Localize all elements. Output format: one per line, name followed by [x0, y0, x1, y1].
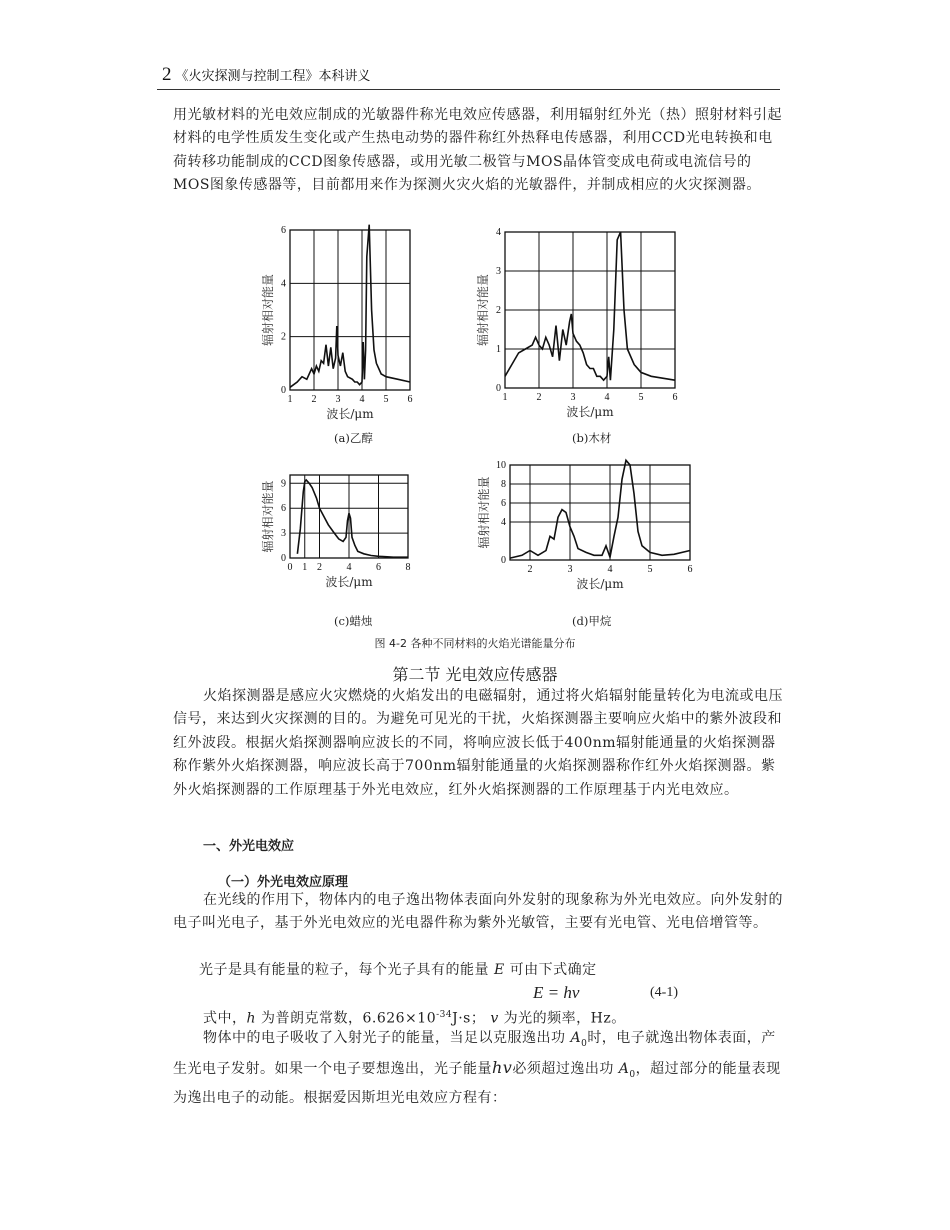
x-tick-label: 1 [502, 392, 508, 403]
section-paragraph: 火焰探测器是感应火灾燃烧的火焰发出的电磁辐射，通过将火焰辐射能量转化为电流或电压信号，来达到火灾探测的目的。为避免可见光的干扰，火焰探测器主要响应火焰中的紫外波段和红外波段。根据火焰探测器响应波长的不同，将响应波长低于400nm辐射能通量的火焰探测器称作紫外火焰探测器，响应波长高于700nm辐射能通量的火焰探测器称作红外火焰探测器。紫外火焰探测器的工作原理基于外光电效应，红外火焰探测器的工作原理基于内光电效应。 [173, 688, 783, 798]
spectrum-line [290, 225, 410, 388]
x-tick-label: 2 [311, 394, 317, 405]
x-tick-label: 2 [527, 564, 533, 575]
y-axis-label: 辐射相对能量 [261, 273, 275, 347]
chart-a-ethanol [260, 222, 430, 432]
y-tick-label: 3 [281, 528, 286, 540]
y-tick-label: 8 [501, 479, 506, 490]
x-axis-label: 波长/μm [576, 577, 624, 591]
y-tick-label: 9 [281, 478, 286, 490]
spectrum-line [297, 480, 408, 557]
chart-b-wood [475, 222, 685, 432]
absorb-text-1: 物体中的电子吸收了入射光子的能量，当足以克服逸出功 [203, 1030, 571, 1046]
x-tick-label: 1 [287, 394, 293, 405]
x-tick-label: 3 [335, 394, 341, 405]
y-tick-label: 6 [501, 498, 506, 509]
y-tick-label: 0 [501, 555, 506, 566]
x-tick-label: 4 [359, 394, 365, 405]
header-rule [157, 89, 780, 90]
planck-exponent: -34 [436, 1010, 453, 1020]
x-tick-label: 6 [376, 562, 381, 573]
frequency-desc: 为光的频率，Hz。 [498, 1010, 626, 1027]
x-tick-label: 6 [672, 392, 678, 403]
paragraph-external-effect: 在光线的作用下，物体内的电子逸出物体表面向外发射的现象称为外光电效应。向外发射的电子叫光电子，基于外光电效应的光电器件称为紫外光敏管，主要有光电管、光电倍增管等。 [173, 892, 783, 932]
work-function-symbol-2: A [618, 1061, 630, 1078]
plot-frame [290, 230, 410, 390]
x-tick-label: 1 [302, 562, 308, 573]
x-tick-label: 2 [317, 562, 322, 573]
paragraph-absorb [173, 1027, 783, 1111]
spectrum-line [510, 460, 690, 558]
chart-d-methane [475, 455, 705, 600]
intro-paragraph: 用光敏材料的光电效应制成的光敏器件称光电效应传感器，利用辐射红外光（热）照射材料引起材料的电学性质发生变化或产生热电动势的器件称红外热释电传感器，利用CCD光电转换和电荷转移功能制成的CCD图象传感器，或用光敏二极管与MOS晶体管变成电荷或电流信号的MOS图象传感器等，目前都用来作为探测火灾火焰的光敏器件，并制成相应的火灾探测器。 [173, 107, 782, 194]
photon-text-end: 可由下式确定 [509, 962, 597, 978]
work-function-symbol: A [570, 1030, 582, 1046]
y-tick-label: 0 [496, 383, 501, 394]
frequency-symbol: v [490, 1010, 499, 1027]
y-axis-label: 辐射相对能量 [261, 480, 275, 553]
work-function-sub: 0 [581, 1038, 588, 1049]
x-tick-label: 3 [570, 392, 576, 403]
where-pre: 式中， [203, 1010, 247, 1027]
photon-text: 光子是具有能量的粒子，每个光子具有的能量 [199, 962, 489, 978]
section-title: 第二节 光电效应传感器 [392, 665, 558, 684]
planck-symbol: h [246, 1010, 257, 1027]
heading-external-photoelectric: 一、外光电效应 [203, 839, 295, 854]
x-tick-label: 6 [687, 564, 693, 575]
paragraph-photon [173, 959, 783, 982]
caption-a: (a)乙醇 [334, 431, 373, 445]
equation-number: (4-1) [650, 985, 678, 1000]
absorb-text-4: ，超过部分的能量表现为逸出电子的动能。根据爱因斯坦光电效应方程有： [173, 1061, 781, 1107]
x-axis-label: 波长/μm [325, 575, 373, 589]
y-tick-label: 0 [281, 385, 286, 396]
caption-c: (c)蜡烛 [334, 614, 373, 628]
chart-c-candle [260, 465, 430, 600]
y-tick-label: 0 [281, 553, 286, 564]
y-axis-label: 辐射相对能量 [477, 476, 491, 549]
x-tick-label: 5 [638, 392, 644, 403]
x-tick-label: 0 [287, 562, 293, 573]
y-tick-label: 1 [496, 344, 501, 355]
plot-frame [510, 465, 690, 560]
y-tick-label: 4 [281, 278, 286, 290]
x-tick-label: 4 [607, 564, 613, 575]
heading-principle: （一）外光电效应原理 [218, 875, 349, 890]
y-tick-label: 4 [501, 517, 506, 528]
planck-value: 为普朗克常数，6.626×10 [256, 1010, 437, 1027]
x-tick-label: 5 [647, 564, 653, 575]
y-tick-label: 6 [281, 503, 286, 515]
x-tick-label: 5 [383, 394, 389, 405]
x-axis-label: 波长/μm [326, 407, 374, 421]
page-number: 2 [162, 64, 172, 85]
x-tick-label: 8 [405, 562, 411, 573]
y-tick-label: 3 [496, 266, 501, 277]
spectrum-line [505, 232, 675, 380]
caption-d: (d)甲烷 [572, 614, 612, 628]
planck-unit: J·s； [452, 1010, 486, 1027]
energy-symbol: E [493, 962, 505, 978]
caption-b: (b)木材 [572, 431, 612, 445]
y-tick-label: 2 [496, 305, 501, 316]
y-tick-label: 2 [281, 331, 286, 343]
absorb-text-3: 必须超过逸出功 [512, 1061, 619, 1078]
y-tick-label: 10 [496, 460, 506, 471]
x-axis-label: 波长/μm [566, 405, 614, 419]
y-tick-label: 6 [281, 225, 286, 236]
photon-energy-symbol: hv [492, 1058, 513, 1078]
x-tick-label: 3 [567, 564, 573, 575]
y-tick-label: 4 [496, 227, 501, 238]
x-tick-label: 4 [604, 392, 610, 403]
equation: E = hv [533, 983, 580, 1002]
figure-caption: 图 4-2 各种不同材料的火焰光谱能量分布 [374, 637, 576, 650]
book-title: 《火灾探测与控制工程》本科讲义 [175, 69, 371, 84]
work-function-sub-2: 0 [629, 1070, 636, 1080]
absorb-text-2: 时，电子就逸出物体表面，产生光电子发射。如果一个电子要想逸出，光子能量 [173, 1030, 776, 1078]
running-header [162, 64, 371, 86]
x-tick-label: 6 [407, 394, 413, 405]
y-axis-label: 辐射相对能量 [476, 273, 490, 347]
x-tick-label: 4 [346, 562, 352, 573]
x-tick-label: 2 [536, 392, 542, 403]
